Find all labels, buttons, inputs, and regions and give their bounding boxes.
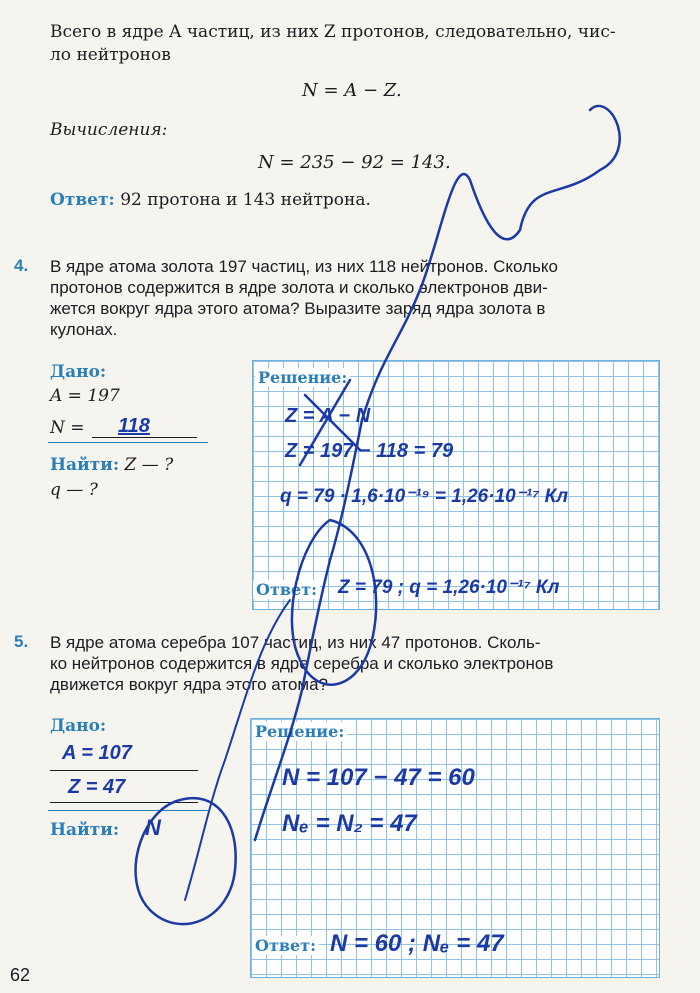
task5-given-divider bbox=[48, 810, 208, 811]
task5-solution-label: Решение: bbox=[252, 722, 347, 741]
calc-label: Вычисления: bbox=[50, 120, 168, 140]
task4-hand-line-1: Z = A − N bbox=[285, 405, 371, 427]
task5-given-label: Дано: bbox=[50, 716, 107, 736]
task4-number: 4. bbox=[14, 256, 29, 275]
task5-hand-line-2: Nₑ = N₂ = 47 bbox=[282, 810, 417, 837]
calc-formula: N = 235 − 92 = 143. bbox=[258, 152, 451, 173]
task4-solution-label: Решение: bbox=[255, 368, 350, 387]
task5-find-label: Найти: bbox=[50, 820, 120, 840]
page-number: 62 bbox=[10, 965, 31, 985]
intro-answer bbox=[50, 190, 371, 210]
task4-line-2: протонов содержится в ядре золота и сколько электронов дви- bbox=[50, 278, 548, 297]
task5-given-underline-1 bbox=[50, 770, 198, 771]
task5-hand-given-a: A = 107 bbox=[62, 742, 132, 764]
intro-answer-label: Ответ: bbox=[50, 190, 115, 210]
task4-line-4: кулонах. bbox=[50, 320, 118, 339]
intro-line-2: ло нейтронов bbox=[50, 45, 171, 65]
task4-find-label: Найти: bbox=[50, 455, 120, 475]
task4-answer-label: Ответ: bbox=[253, 580, 320, 599]
intro-formula: N = A − Z. bbox=[302, 80, 402, 101]
task5-hand-answer: N = 60 ; Nₑ = 47 bbox=[330, 930, 504, 957]
task4-find-q: q — ? bbox=[50, 480, 98, 500]
task4-hand-line-3: q = 79 · 1,6·10⁻¹⁹ = 1,26·10⁻¹⁷ Кл bbox=[280, 486, 569, 507]
task5-line-3: движется вокруг ядра этого атома? bbox=[50, 675, 328, 694]
task4-given-n: N = bbox=[50, 418, 85, 438]
task4-find bbox=[50, 455, 173, 475]
task5-number: 5. bbox=[14, 632, 29, 651]
task5-line-1: В ядре атома серебра 107 частиц, из них 47 протонов. Сколь- bbox=[50, 633, 541, 652]
task4-n-underline bbox=[92, 437, 197, 438]
task5-text bbox=[50, 632, 690, 695]
task4-given-divider bbox=[48, 442, 208, 443]
task5-answer-label: Ответ: bbox=[252, 936, 319, 955]
task4-find-z: Z — ? bbox=[124, 455, 174, 475]
task4-text bbox=[50, 256, 690, 340]
intro-answer-text: 92 протона и 143 нейтрона. bbox=[120, 190, 371, 210]
task4-given-a: A = 197 bbox=[50, 386, 120, 406]
task4-line-3: жется вокруг ядра этого атома? Выразите заряд ядра золота в bbox=[50, 299, 546, 318]
intro-line-1: Всего в ядре A частиц, из них Z протонов, следовательно, чис- bbox=[50, 22, 616, 42]
task5-hand-given-z: Z = 47 bbox=[68, 776, 126, 798]
task5-hand-line-1: N = 107 − 47 = 60 bbox=[282, 764, 475, 791]
task4-given-label: Дано: bbox=[50, 362, 107, 382]
task4-line-1: В ядре атома золота 197 частиц, из них 118 нейтронов. Сколько bbox=[50, 257, 558, 276]
task4-hand-answer: Z = 79 ; q = 1,26·10⁻¹⁷ Кл bbox=[338, 577, 560, 598]
task5-given-underline-2 bbox=[50, 802, 198, 803]
task5-hand-find: N bbox=[145, 815, 161, 840]
task5-line-2: ко нейтронов содержится в ядре серебра и сколько электронов bbox=[50, 654, 554, 673]
task4-given-n-handwritten: 118 bbox=[118, 415, 150, 437]
task4-hand-line-2: Z = 197 − 118 = 79 bbox=[285, 440, 454, 462]
